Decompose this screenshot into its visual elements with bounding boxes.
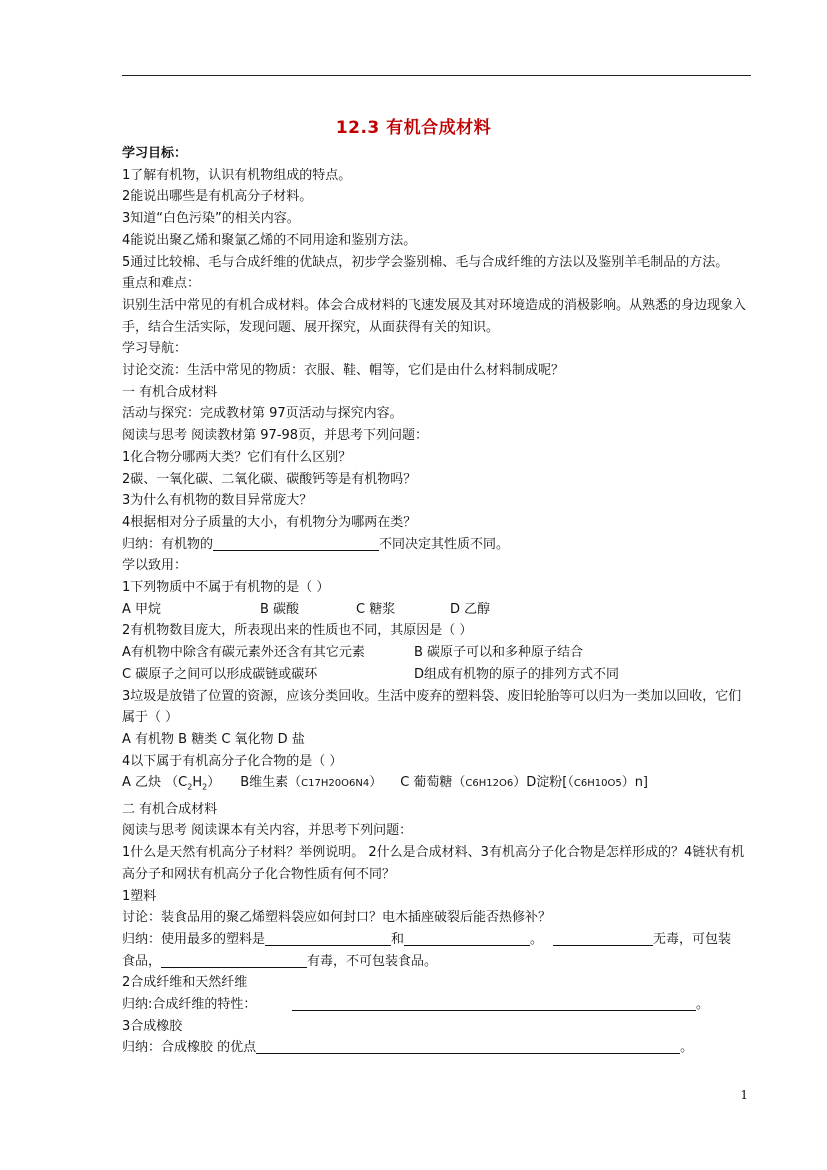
page-title: 12.3 有机合成材料 [335,118,492,138]
option-c: C 碳原子之间可以形成碳链或碳环 [122,666,318,682]
option-c-end: ） [513,775,527,791]
summary-one [122,534,754,556]
goal-item: 2能说出哪些是有机高分子材料。 [122,189,313,205]
question-two-options-cd [122,664,754,686]
option-b-end: ） [369,775,383,791]
plastic-heading: 1塑料 [122,888,157,904]
formula: C [178,775,188,791]
question-one-options [122,599,754,621]
discussion-text: 讨论交流：生活中常见的物质：衣服、鞋、帽等，它们是由什么材料制成呢？ [122,363,565,379]
option-a-end: ） [207,775,221,791]
option-a: A 甲烷 [122,601,162,617]
period: 。 [696,997,710,1013]
document-body [122,143,754,1059]
plastic-discussion: 讨论：装食品用的聚乙烯塑料袋应如何封口？电木插座破裂后能否热修补？ [122,910,552,926]
apply-heading: 学以致用： [122,558,188,574]
option-b-label: B维生素（ [240,775,302,791]
question-two-options-ab [122,642,754,664]
goal-item: 5通过比较棉、毛与合成纤维的优缺点，初步学会鉴别棉、毛与合成纤维的方法以及鉴别羊毛制品的方法。 [122,254,729,270]
period: 。 [680,1040,694,1056]
option-a: A有机物中除含有碳元素外还含有其它元素 [122,645,365,661]
question-item: 2碳、一氧化碳、二氧化碳、碳酸钙等是有机物吗？ [122,471,417,487]
plastic-summary-cont [122,951,754,973]
rubber-summary [122,1037,754,1059]
reading-two-text: 阅读与思考 阅读课本有关内容，并思考下列问题： [122,823,413,839]
option-d-label: D淀粉[（ [526,775,574,791]
questions-two-text: 1什么是天然有机高分子材料？举例说明。 2什么是合成材料、3有机高分子化合物是怎样形成的？4链状有机高分子和网状有机高分子化合物性质有何不同？ [122,845,745,882]
summary-one-suffix: 不同决定其性质不同。 [379,536,510,552]
question-four: 4以下属于有机高分子化合物的是（ ） [122,753,343,769]
option-c-label: C 葡萄糖（ [400,775,466,791]
plastic-summary-e: 食品， [122,953,162,969]
question-item: 3为什么有机物的数目异常庞大？ [122,493,313,509]
rubber-summary-label: 归纳：合成橡胶 的优点 [122,1040,257,1056]
page-number: 1 [740,1088,748,1102]
fiber-heading: 2合成纤维和天然纤维 [122,975,248,991]
plastic-summary-a: 归纳：使用最多的塑料是 [122,931,266,947]
blank-line [404,931,530,946]
option-d: D组成有机物的原子的排列方式不同 [414,666,620,682]
option-d-end: ）n] [621,775,648,791]
blank-line [256,1039,680,1054]
option-c: C 糖浆 [356,601,396,617]
plastic-summary-f: 有毒，不可包装食品。 [307,953,438,969]
section-two-heading: 二 有机合成材料 [122,801,218,817]
question-four-options [122,772,754,798]
plastic-summary-c: 。 [530,931,544,947]
question-three: 3垃圾是放错了位置的资源，应该分类回收。生活中废弃的塑料袋、废旧轮胎等可以归为一类加以回收，它们属于（ ） [122,688,742,726]
goal-item: 3知道“白色污染”的相关内容。 [122,211,300,227]
option-b: B 碳原子可以和多种原子结合 [414,645,584,661]
section-one-heading: 一 有机合成材料 [122,384,218,400]
option-b: B 碳酸 [260,601,300,617]
blank-line [292,996,696,1011]
reading-one-text: 阅读与思考 阅读教材第 97-98页，并思考下列问题： [122,428,429,444]
summary-one-prefix: 归纳：有机物的 [122,536,214,552]
subscript: 2 [202,782,208,792]
plastic-summary [122,929,754,951]
guide-heading: 学习导航： [122,341,188,357]
formula: C17H20O6N4 [301,778,370,790]
question-item: 4根据相对分子质量的大小，有机物分为哪两在类？ [122,514,417,530]
formula: C6H12O6 [465,778,514,790]
question-two: 2有机物数目庞大，所表现出来的性质也不同，其原因是（ ） [122,623,473,639]
goal-item: 1了解有机物，认识有机物组成的特点。 [122,167,352,183]
question-item: 1化合物分哪两大类？它们有什么区别？ [122,449,352,465]
plastic-summary-b: 和 [391,931,405,947]
goals-heading: 学习目标： [122,146,188,161]
formula: H [192,775,203,791]
blank-line [265,931,391,946]
activity-text: 活动与探究：完成教材第 97页活动与探究内容。 [122,406,403,422]
subscript: 2 [187,782,193,792]
blank-line [553,931,653,946]
question-one: 1下列物质中不属于有机物的是（ ） [122,580,330,596]
option-a-label: A 乙炔 （ [122,775,179,791]
rubber-heading: 3合成橡胶 [122,1018,183,1034]
formula: C6H10O5 [573,778,622,790]
key-text: 识别生活中常见的有机合成材料。体会合成材料的飞速发展及其对环境造成的消极影响。从熟悉的身边现象入手，结合生活实际，发现问题、展开探究，从面获得有关的知识。 [122,297,747,335]
plastic-summary-d: 无毒，可包装 [653,931,732,947]
fiber-summary-label: 归纳:合成纤维的特性： [122,997,257,1013]
fiber-summary [122,994,754,1016]
option-d: D 乙醇 [450,601,491,617]
key-heading: 重点和难点： [122,276,201,292]
goal-item: 4能说出聚乙烯和聚氯乙烯的不同用途和鉴别方法。 [122,232,417,248]
blank-line [213,536,379,551]
blank-line [161,953,307,968]
question-three-options: A 有机物 B 糖类 C 氧化物 D 盐 [122,731,305,747]
header-rule [122,75,751,76]
